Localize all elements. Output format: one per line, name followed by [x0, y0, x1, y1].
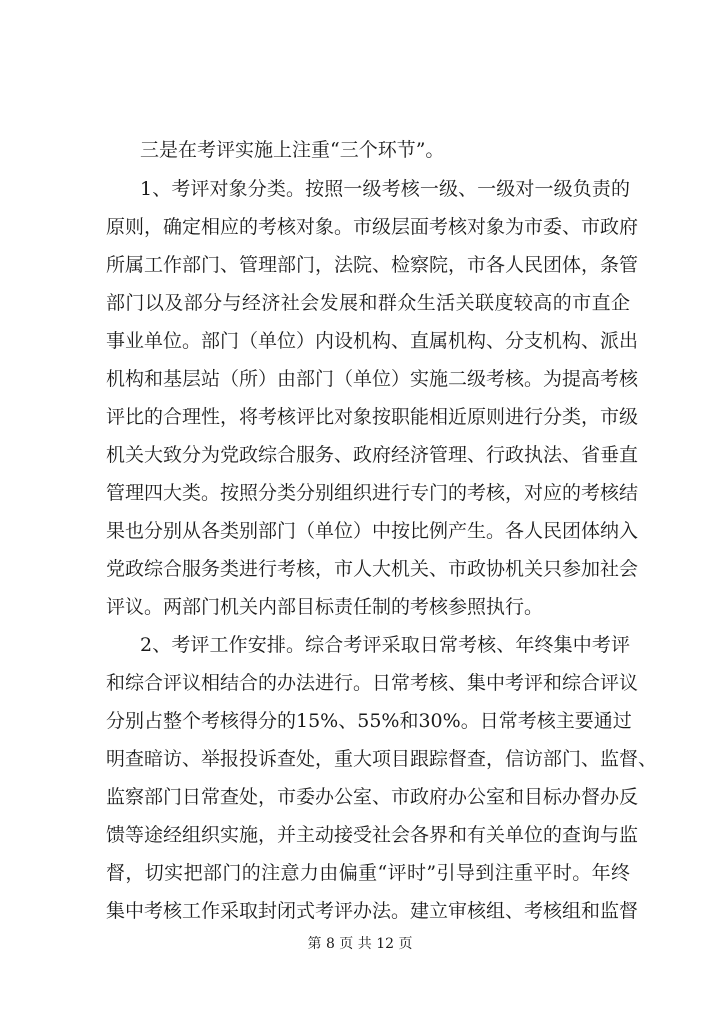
- paragraph-line: 机关大致分为党政综合服务、政府经济管理、行政执法、省垂直: [106, 444, 639, 466]
- paragraph-line: 1、考评对象分类。按照一级考核一级、一级对一级负责的: [140, 178, 630, 200]
- paragraph-line: 监察部门日常查处，市委办公室、市政府办公室和目标办督办反: [106, 786, 639, 808]
- paragraph-line: 和综合评议相结合的办法进行。日常考核、集中考评和综合评议: [106, 672, 639, 694]
- paragraph-line: 三是在考评实施上注重“三个环节”。: [140, 139, 445, 161]
- paragraph-line: 原则，确定相应的考核对象。市级层面考核对象为市委、市政府: [106, 216, 639, 238]
- paragraph-line: 机构和基层站（所）由部门（单位）实施二级考核。为提高考核: [106, 368, 639, 390]
- paragraph-line: 督，切实把部门的注意力由偏重“评时”引导到注重平时。年终: [106, 862, 630, 884]
- paragraph-line: 党政综合服务类进行考核，市人大机关、市政协机关只参加社会: [106, 558, 639, 580]
- paragraph-line: 管理四大类。按照分类分别组织进行专门的考核，对应的考核结: [106, 482, 639, 504]
- paragraph-line: 明查暗访、举报投诉查处，重大项目跟踪督查，信访部门、监督、: [106, 748, 658, 770]
- paragraph-line: 馈等途经组织实施，并主动接受社会各界和有关单位的查询与监: [106, 824, 639, 846]
- paragraph-line: 事业单位。部门（单位）内设机构、直属机构、分支机构、派出: [106, 330, 639, 352]
- page-number-footer: 第 8 页 共 12 页: [307, 936, 413, 952]
- paragraph-line: 分别占整个考核得分的15%、55%和30%。日常考核主要通过: [106, 710, 632, 732]
- paragraph-line: 所属工作部门、管理部门，法院、检察院，市各人民团体，条管: [106, 254, 639, 276]
- paragraph-line: 果也分别从各类别部门（单位）中按比例产生。各人民团体纳入: [106, 520, 639, 542]
- paragraph-line: 评议。两部门机关内部目标责任制的考核参照执行。: [106, 596, 544, 618]
- paragraph-line: 2、考评工作安排。综合考评采取日常考核、年终集中考评: [140, 634, 630, 656]
- paragraph-line: 集中考核工作采取封闭式考评办法。建立审核组、考核组和监督: [106, 900, 639, 922]
- paragraph-line: 评比的合理性，将考核评比对象按职能相近原则进行分类，市级: [106, 406, 639, 428]
- paragraph-line: 部门以及部分与经济社会发展和群众生活关联度较高的市直企: [106, 292, 630, 314]
